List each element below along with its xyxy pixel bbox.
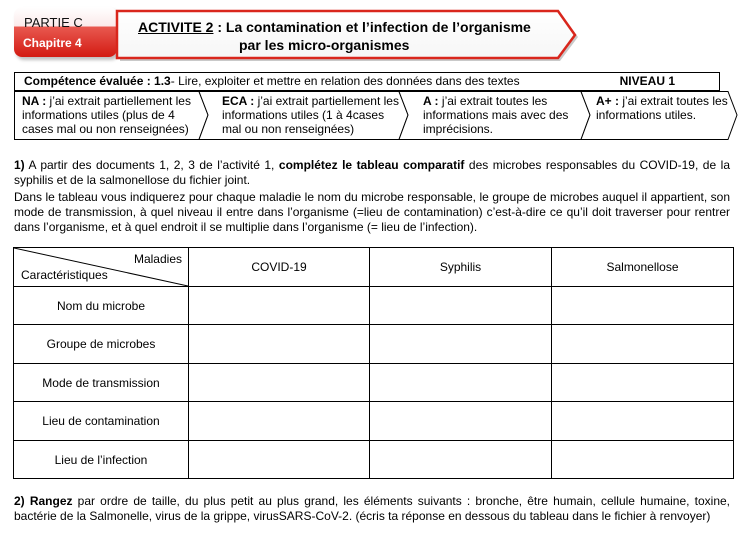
answer-cell[interactable] (189, 325, 370, 364)
title-arrow-shape (114, 8, 580, 62)
answer-cell[interactable] (370, 402, 552, 441)
question-1-intro (14, 158, 730, 188)
question-2-text: par ordre de taille, du plus petit au plus grand, les éléments suivants : bronche, être humain, cellule humaine, toxine, bactérie de la Salmonelle, virus de la grippe, virusSARS-CoV-2. (écris ta réponse en dessous du tableau dans le fichier à renvoyer) (14, 494, 730, 523)
question-1-number: 1) (14, 158, 25, 172)
activity-number: ACTIVITE 2 (138, 19, 214, 35)
table-corner-cell (14, 248, 189, 287)
column-header-syphilis: Syphilis (370, 248, 552, 287)
chapitre-label: Chapitre 4 (23, 36, 82, 50)
answer-cell[interactable] (370, 441, 552, 479)
level-text: j’ai extrait partiellement les informations utiles (plus de 4 cases mal ou non renseignées) (22, 94, 191, 136)
part-chapter-badge (14, 7, 117, 57)
activity-title-banner (114, 8, 580, 62)
level-eca (222, 94, 402, 136)
row-header-groupe-microbes: Groupe de microbes (14, 325, 189, 364)
level-text: j’ai extrait toutes les informations mais avec des imprécisions. (423, 94, 569, 136)
table-row (14, 287, 734, 325)
level-a (423, 94, 583, 136)
corner-label-maladies: Maladies (133, 252, 182, 266)
column-header-salmonellose: Salmonellose (552, 248, 734, 287)
column-header-covid: COVID-19 (189, 248, 370, 287)
level-text: j’ai extrait partiellement les informations utiles (1 à 4cases mal ou non renseignées) (222, 94, 399, 136)
level-code: A : (423, 94, 439, 108)
competence-text: - Lire, exploiter et mettre en relation des données dans des textes (170, 74, 520, 88)
answer-cell[interactable] (370, 287, 552, 325)
level-code: NA : (22, 94, 47, 108)
comparison-table (13, 247, 734, 479)
evaluation-levels (14, 91, 738, 140)
table-row (14, 402, 734, 441)
answer-cell[interactable] (189, 441, 370, 479)
competence-label: Compétence évaluée : 1.3 (24, 74, 171, 88)
level-code: ECA : (222, 94, 255, 108)
level-na (22, 94, 204, 136)
question-1-text: A partir des documents 1, 2, 3 de l’activité 1, (24, 158, 279, 172)
answer-cell[interactable] (552, 364, 734, 402)
answer-cell[interactable] (552, 325, 734, 364)
table-row (14, 364, 734, 402)
question-1-instruction: complétez le tableau comparatif (278, 158, 465, 172)
title-text: : La contamination et l’infection de l’organisme (213, 19, 531, 35)
partie-label: PARTIE C (24, 15, 83, 30)
row-header-mode-transmission: Mode de transmission (14, 364, 189, 402)
title-line-2: par les micro-organismes (239, 37, 410, 53)
row-header-nom-microbe: Nom du microbe (14, 287, 189, 325)
question-2-instruction: Rangez (24, 494, 73, 508)
level-code: A+ : (596, 94, 620, 108)
table-row (14, 325, 734, 364)
row-header-lieu-infection: Lieu de l’infection (14, 441, 189, 479)
answer-cell[interactable] (552, 441, 734, 479)
answer-cell[interactable] (189, 402, 370, 441)
answer-cell[interactable] (552, 287, 734, 325)
title-line-1 (138, 19, 531, 35)
corner-label-caracteristiques: Caractéristiques (21, 268, 108, 282)
row-header-lieu-contamination: Lieu de contamination (14, 402, 189, 441)
competence-box (14, 72, 720, 91)
level-a-plus (596, 94, 734, 122)
answer-cell[interactable] (370, 325, 552, 364)
niveau-label: NIVEAU 1 (619, 74, 675, 88)
question-2-number: 2) (14, 494, 25, 508)
answer-cell[interactable] (370, 364, 552, 402)
answer-cell[interactable] (189, 364, 370, 402)
table-header-row (14, 248, 734, 287)
level-text: j’ai extrait toutes les informations utiles. (596, 94, 728, 122)
table-row (14, 441, 734, 479)
answer-cell[interactable] (552, 402, 734, 441)
question-1-text-end: des microbes responsables du COVID-19, de la syphilis et de la salmonellose du fichier joint. (14, 158, 730, 187)
question-2 (14, 494, 730, 524)
question-1-details: Dans le tableau vous indiquerez pour chaque maladie le nom du microbe responsable, le groupe de microbes auquel il appartient, son mode de transmission, à quel niveau il entre dans l’organisme (=lieu de contamination) c’est-à-dire ce qu’il doit traverser pour rentrer dans l’organisme, et à quel endroit il se multiplie dans l’organisme (= lieu de l’infection). (14, 190, 730, 234)
answer-cell[interactable] (189, 287, 370, 325)
